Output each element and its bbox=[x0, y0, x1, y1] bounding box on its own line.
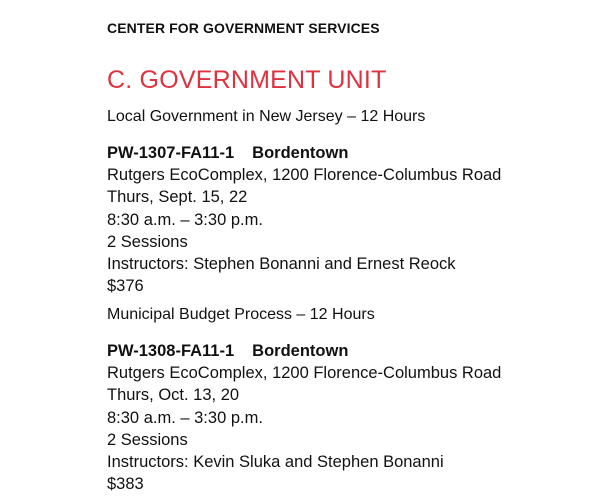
course-venue: Rutgers EcoComplex, 1200 Florence-Columbus Road bbox=[107, 364, 502, 382]
course-sessions: 2 Sessions bbox=[107, 430, 188, 449]
course-instructors: Instructors: Stephen Bonanni and Ernest Reock bbox=[107, 255, 456, 274]
course-location: Bordentown bbox=[252, 342, 349, 360]
course-price: $376 bbox=[107, 277, 144, 296]
course-location: Bordentown bbox=[252, 144, 349, 162]
course-time: 8:30 a.m. – 3:30 p.m. bbox=[107, 210, 263, 229]
course-sessions: 2 Sessions bbox=[107, 232, 188, 251]
course-title: Municipal Budget Process – 12 Hours bbox=[107, 306, 375, 323]
course-price: $383 bbox=[107, 475, 144, 494]
course-details bbox=[107, 340, 501, 496]
course-instructors: Instructors: Kevin Sluka and Stephen Bonanni bbox=[107, 453, 444, 472]
course-code: PW-1308-FA11-1 bbox=[107, 342, 235, 360]
course-details bbox=[107, 142, 501, 298]
document-page bbox=[107, 0, 600, 500]
unit-title: C. GOVERNMENT UNIT bbox=[107, 66, 387, 94]
course-dates: Thurs, Sept. 15, 22 bbox=[107, 188, 248, 207]
course-time: 8:30 a.m. – 3:30 p.m. bbox=[107, 408, 263, 427]
course-venue: Rutgers EcoComplex, 1200 Florence-Columbus Road bbox=[107, 166, 502, 184]
course-dates: Thurs, Oct. 13, 20 bbox=[107, 386, 240, 405]
center-name-heading: CENTER FOR GOVERNMENT SERVICES bbox=[107, 20, 380, 36]
course-code-line bbox=[107, 142, 501, 164]
course-code: PW-1307-FA11-1 bbox=[107, 144, 235, 162]
course-code-line bbox=[107, 340, 501, 362]
course-title: Local Government in New Jersey – 12 Hours bbox=[107, 108, 426, 125]
